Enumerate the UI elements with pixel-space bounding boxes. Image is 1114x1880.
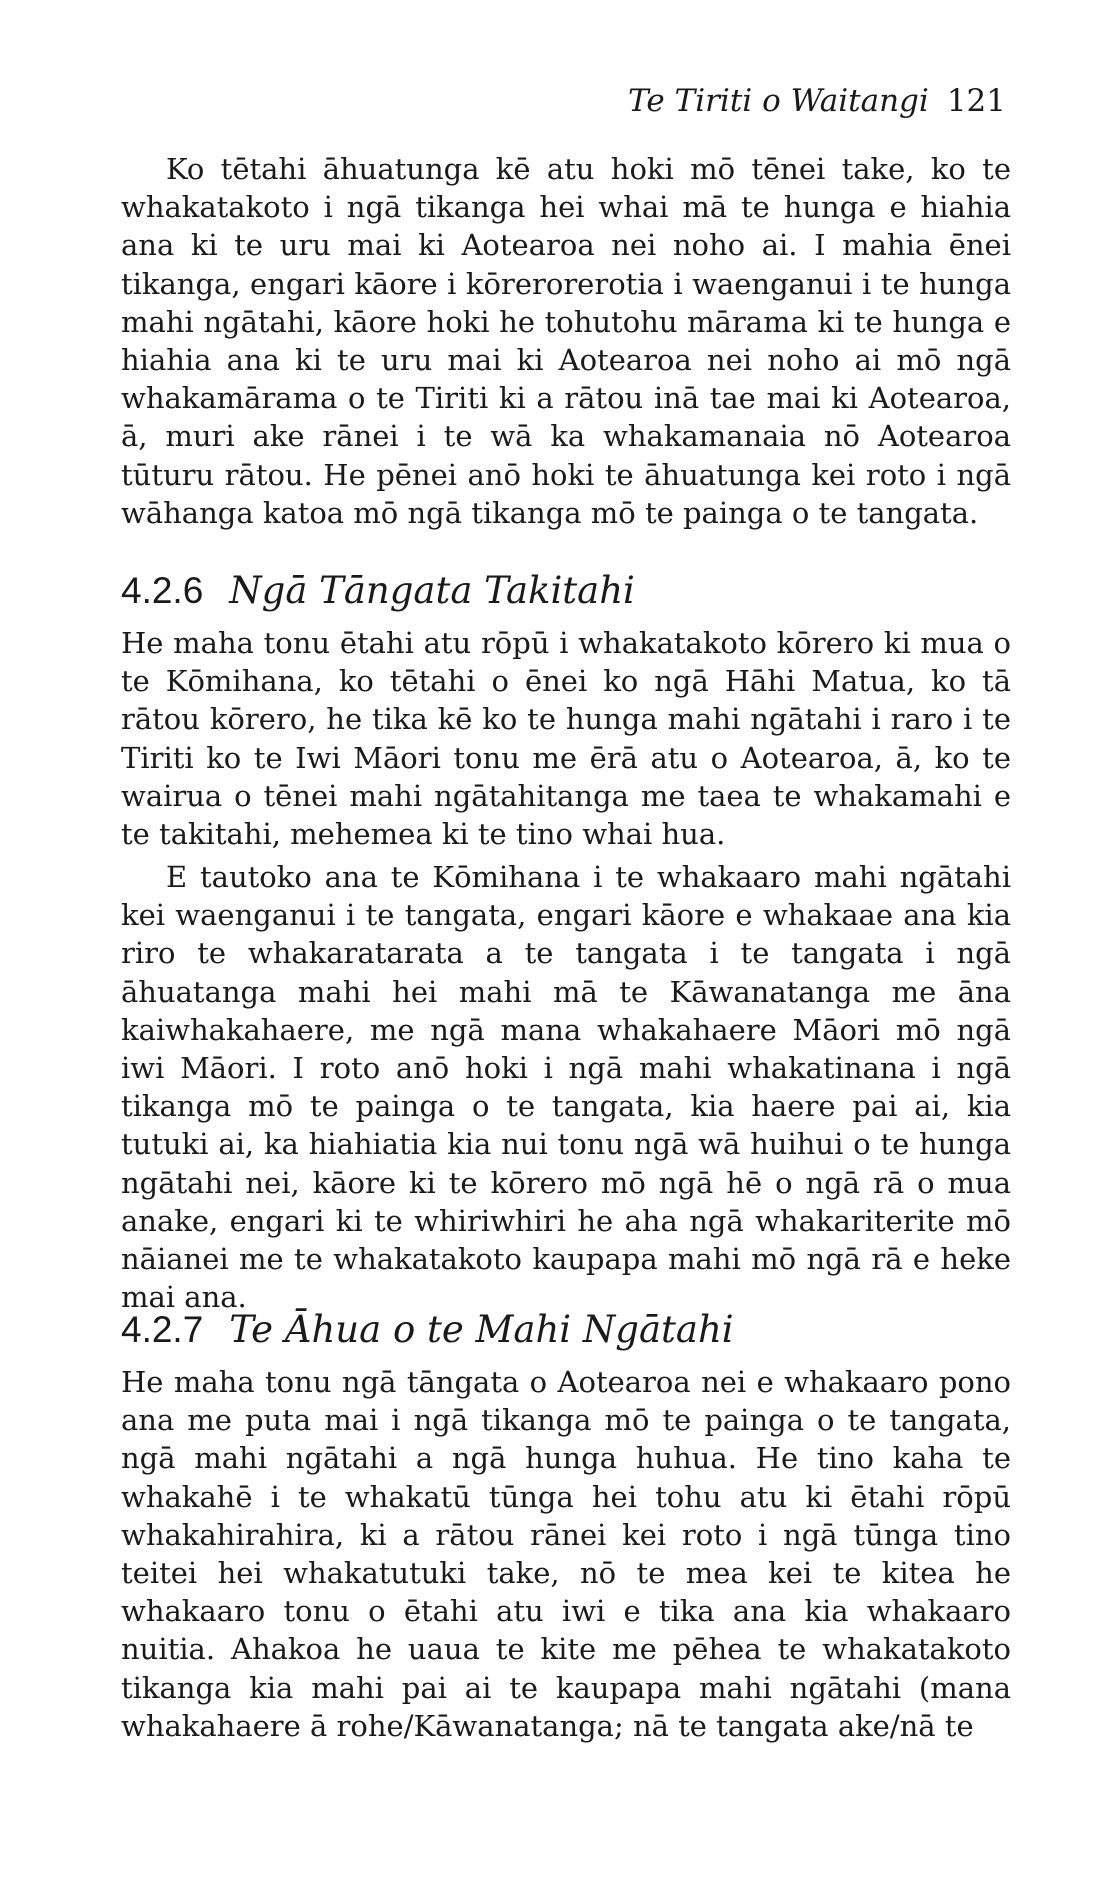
body-paragraph: E tautoko ana te Kōmihana i te whakaaro mahi ngātahi kei waenganui i te tangata, engari kāore e whakaae ana kia riro te whakaratarata a te tangata i te tangata i ngā āhuatanga mahi hei mahi mā te Kāwanatanga me āna kaiwhakahaere, me ngā mana whakahaere Māori mō ngā iwi Māori. I roto anō hoki i ngā mahi whakatinana i ngā tikanga mō te painga o te tangata, kia haere pai ai, kia tutuki ai, ka hiahiatia kia nui tonu ngā wā huihui o te hunga ngātahi nei, kāore ki te kōrero mō ngā hē o ngā rā o mua anake, engari ki te whiriwhiri he aha ngā whakariterite mō nāianei me te whakatakoto kaupapa mahi mō ngā rā e heke mai ana.: [121, 860, 1011, 1315]
section-heading: [121, 1308, 1011, 1351]
section-title: Te Āhua o te Mahi Ngātahi: [229, 1308, 734, 1351]
page-number: 121: [946, 83, 1006, 119]
body-paragraph: He maha tonu ētahi atu rōpū i whakatakoto kōrero ki mua o te Kōmihana, ko tētahi o ēnei ko ngā Hāhi Matua, ko tā rātou kōrero, he tika kē ko te hunga mahi ngātahi i raro i te Tiriti ko te Iwi Māori tonu me ērā atu o Aotearoa, ā, ko te wairua o tēnei mahi ngātahitanga me taea te whakamahi e te takitahi, mehemea ki te tino whai hua.: [121, 626, 1011, 852]
running-head: [628, 83, 1006, 119]
body-paragraph: Ko tētahi āhuatunga kē atu hoki mō tēnei take, ko te whakatakoto i ngā tikanga hei whai mā te hunga e hiahia ana ki te uru mai ki Aotearoa nei noho ai. I mahia ēnei tikanga, engari kāore i kōrerorerotia i waenganui i te hunga mahi ngātahi, kāore hoki he tohutohu mārama ki te hunga e hiahia ana ki te uru mai ki Aotearoa nei noho ai mō ngā whakamārama o te Tiriti ki a rātou inā tae mai ki Aotearoa, ā, muri ake rānei i te wā ka whakamanaia nō Aotearoa tūturu rātou. He pēnei anō hoki te āhuatunga kei roto i ngā wāhanga katoa mō ngā tikanga mō te painga o te tangata.: [121, 152, 1011, 530]
running-head-title: Te Tiriti o Waitangi: [628, 83, 929, 119]
section-title: Ngā Tāngata Takitahi: [229, 569, 635, 612]
body-paragraph: He maha tonu ngā tāngata o Aotearoa nei e whakaaro pono ana me puta mai i ngā tikanga mō te painga o te tangata, ngā mahi ngātahi a ngā hunga huhua. He tino kaha te whakahē i te whakatū tūnga hei tohu atu ki ētahi rōpū whakahirahira, ki a rātou rānei kei roto i ngā tūnga tino teitei hei whakatutuki take, nō te mea kei te kitea he whakaaro tonu o ētahi atu iwi e tika ana kia whakaaro nuitia. Ahakoa he uaua te kite me pēhea te whakatakoto tikanga kia mahi pai ai te kaupapa mahi ngātahi (mana whakahaere ā rohe/Kāwanatanga; nā te tangata ake/nā te: [121, 1365, 1011, 1743]
section-number: 4.2.7: [121, 1309, 204, 1350]
section-heading: [121, 569, 1011, 612]
section-number: 4.2.6: [121, 570, 204, 611]
